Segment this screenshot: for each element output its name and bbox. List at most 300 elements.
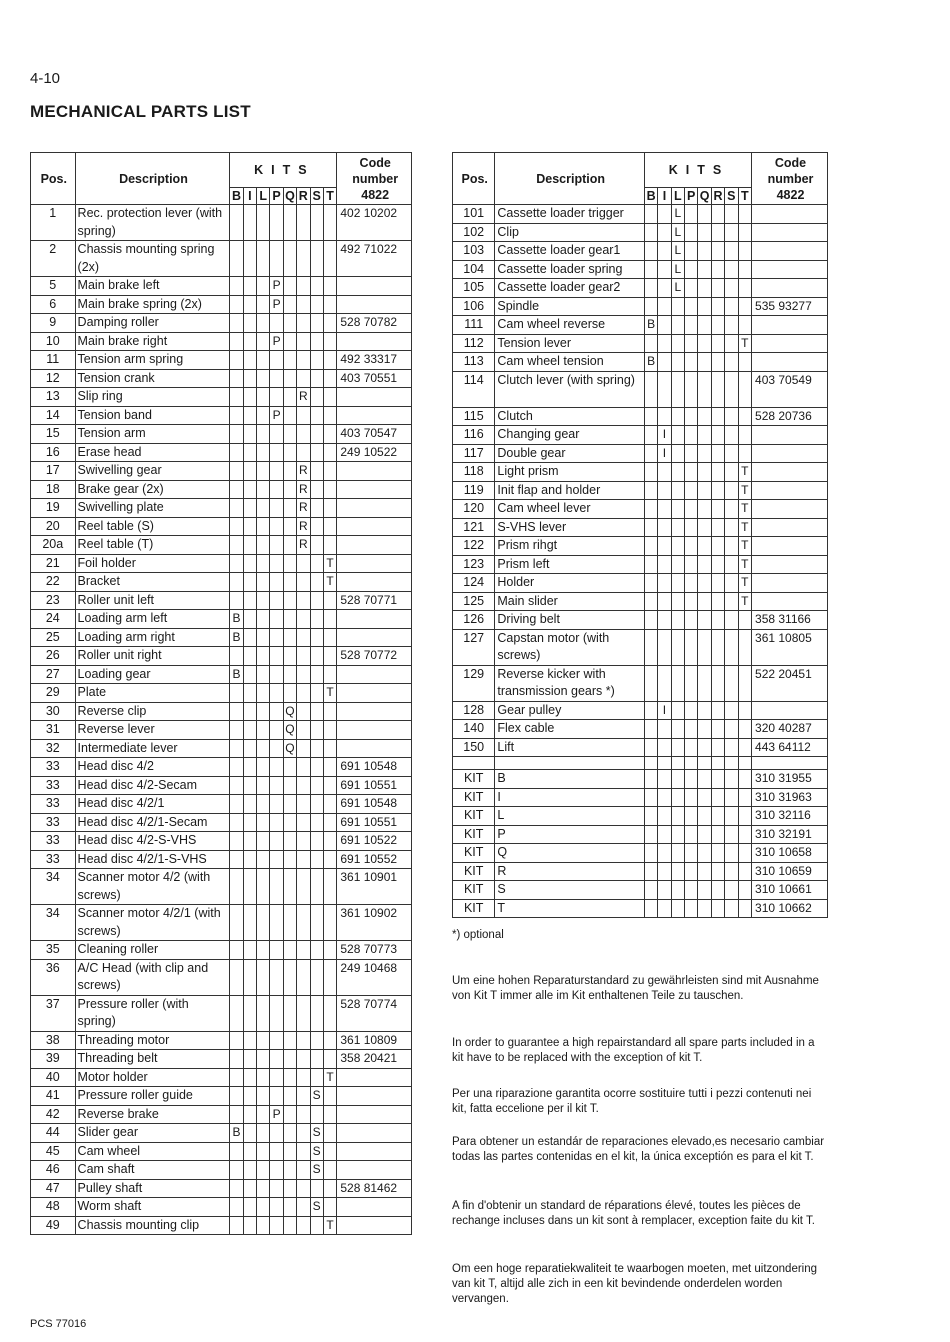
code-cell: 310 10662 bbox=[752, 899, 828, 918]
table-row bbox=[31, 1087, 412, 1106]
kit-cell-r bbox=[297, 610, 310, 629]
pos-cell: 116 bbox=[453, 426, 495, 445]
table-row bbox=[453, 223, 828, 242]
kit-cell-s bbox=[725, 334, 738, 353]
kit-cell-l bbox=[671, 899, 684, 918]
kit-cell-p bbox=[270, 351, 283, 370]
kit-cell-s bbox=[310, 628, 323, 647]
description-cell: Pressure roller (with spring) bbox=[75, 995, 230, 1031]
description-cell: Swivelling gear bbox=[75, 462, 230, 481]
kit-cell-i bbox=[243, 554, 256, 573]
kit-cell-q bbox=[283, 1068, 296, 1087]
pos-cell: KIT bbox=[453, 825, 495, 844]
kit-cell-s bbox=[310, 388, 323, 407]
code-cell bbox=[337, 1105, 412, 1124]
kit-cell-q bbox=[698, 701, 711, 720]
code-cell: 310 32116 bbox=[752, 807, 828, 826]
kit-cell-p bbox=[685, 297, 698, 316]
kit-cell-t bbox=[738, 825, 752, 844]
kit-cell-l bbox=[257, 295, 270, 314]
table-row bbox=[453, 407, 828, 426]
description-cell: Swivelling plate bbox=[75, 499, 230, 518]
kit-cell-s bbox=[310, 610, 323, 629]
kit-cell-q bbox=[698, 334, 711, 353]
kit-cell-b bbox=[230, 480, 243, 499]
kit-cell-s bbox=[725, 500, 738, 519]
pos-cell: KIT bbox=[453, 770, 495, 789]
kit-cell-b bbox=[230, 795, 243, 814]
description-cell: Prism left bbox=[495, 555, 645, 574]
description-cell: Foil holder bbox=[75, 554, 230, 573]
kit-cell-r bbox=[711, 611, 724, 630]
kit-cell-l bbox=[257, 314, 270, 333]
pos-cell: 127 bbox=[453, 629, 495, 665]
kit-cell-s bbox=[725, 260, 738, 279]
kit-cell-r bbox=[297, 241, 310, 277]
table-row bbox=[453, 353, 828, 372]
kit-cell-q bbox=[283, 959, 296, 995]
kit-cell-s bbox=[310, 1050, 323, 1069]
kit-cell-b bbox=[230, 462, 243, 481]
kit-cell-l bbox=[257, 480, 270, 499]
kit-cell-r bbox=[711, 788, 724, 807]
kit-cell-p bbox=[270, 905, 283, 941]
kit-cell-l bbox=[671, 353, 684, 372]
pos-cell: 36 bbox=[31, 959, 76, 995]
kit-cell-l bbox=[671, 629, 684, 665]
note-english: In order to guarantee a high repairstandard all spare parts included in a kit have to be replaced with the exception of kit T. bbox=[452, 1037, 815, 1064]
kit-letter-header: L bbox=[671, 188, 684, 205]
kit-cell-p bbox=[685, 881, 698, 900]
kit-cell-i bbox=[243, 241, 256, 277]
kit-cell-q bbox=[698, 444, 711, 463]
table-row bbox=[453, 629, 828, 665]
kit-cell-b bbox=[230, 941, 243, 960]
code-cell bbox=[752, 242, 828, 261]
kit-cell-b bbox=[230, 591, 243, 610]
kit-cell-p bbox=[685, 770, 698, 789]
kit-cell-q bbox=[283, 443, 296, 462]
optional-note: *) optional bbox=[452, 929, 504, 941]
description-cell: Worm shaft bbox=[75, 1198, 230, 1217]
code-cell bbox=[752, 500, 828, 519]
table-row bbox=[453, 463, 828, 482]
table-row bbox=[31, 959, 412, 995]
kit-cell-l bbox=[257, 850, 270, 869]
code-header: Code number 4822 bbox=[337, 153, 412, 205]
kit-cell-l bbox=[671, 426, 684, 445]
kit-cell-r: R bbox=[297, 499, 310, 518]
kit-cell-s bbox=[310, 647, 323, 666]
kit-cell-r bbox=[297, 647, 310, 666]
code-cell bbox=[337, 684, 412, 703]
kit-cell-l bbox=[257, 795, 270, 814]
kit-cell-s bbox=[725, 574, 738, 593]
kit-cell-r bbox=[297, 905, 310, 941]
kit-cell-t bbox=[738, 844, 752, 863]
description-cell: Head disc 4/2/1 bbox=[75, 795, 230, 814]
kit-cell-b bbox=[230, 850, 243, 869]
kit-cell-l bbox=[671, 881, 684, 900]
table-row bbox=[453, 574, 828, 593]
kit-cell-b bbox=[644, 444, 657, 463]
kit-cell-t bbox=[323, 241, 336, 277]
kit-cell-t bbox=[323, 277, 336, 296]
kit-cell-r bbox=[297, 1087, 310, 1106]
kit-cell-p bbox=[685, 444, 698, 463]
kit-cell-s bbox=[310, 684, 323, 703]
code-cell: 358 20421 bbox=[337, 1050, 412, 1069]
kit-cell-l bbox=[257, 205, 270, 241]
kit-cell-l bbox=[257, 1068, 270, 1087]
code-cell: 249 10468 bbox=[337, 959, 412, 995]
kit-cell-t: T bbox=[738, 334, 752, 353]
kit-cell-i bbox=[243, 388, 256, 407]
kit-cell-r bbox=[711, 770, 724, 789]
code-cell: 361 10901 bbox=[337, 869, 412, 905]
kit-cell-i bbox=[243, 369, 256, 388]
kit-cell-b bbox=[230, 277, 243, 296]
kit-cell-r bbox=[297, 1216, 310, 1235]
kit-cell-q bbox=[283, 647, 296, 666]
kit-cell-t bbox=[738, 242, 752, 261]
page-number: 4-10 bbox=[30, 70, 61, 87]
kit-cell-q bbox=[698, 316, 711, 335]
kit-cell-l bbox=[671, 592, 684, 611]
pos-cell: 122 bbox=[453, 537, 495, 556]
kit-cell-p bbox=[685, 555, 698, 574]
kit-cell-q bbox=[283, 995, 296, 1031]
table-row bbox=[453, 701, 828, 720]
table-row bbox=[453, 334, 828, 353]
description-header: Description bbox=[495, 153, 645, 205]
table-row bbox=[31, 1142, 412, 1161]
kit-cell-l bbox=[257, 813, 270, 832]
kit-cell-t bbox=[323, 995, 336, 1031]
kit-cell-s bbox=[310, 1216, 323, 1235]
kit-cell-s bbox=[310, 665, 323, 684]
kit-cell-i bbox=[243, 702, 256, 721]
kit-cell-t bbox=[323, 776, 336, 795]
kit-cell-l: L bbox=[671, 223, 684, 242]
pos-cell: 29 bbox=[31, 684, 76, 703]
pos-cell bbox=[453, 757, 495, 770]
kit-cell-b bbox=[644, 629, 657, 665]
code-cell bbox=[337, 610, 412, 629]
kit-cell-t: T bbox=[323, 573, 336, 592]
pos-cell: 117 bbox=[453, 444, 495, 463]
pos-cell: 34 bbox=[31, 905, 76, 941]
description-cell: Pressure roller guide bbox=[75, 1087, 230, 1106]
kit-cell-i bbox=[243, 758, 256, 777]
kit-cell-i bbox=[658, 574, 671, 593]
kit-cell-t bbox=[323, 758, 336, 777]
pos-cell: 33 bbox=[31, 776, 76, 795]
code-cell bbox=[752, 444, 828, 463]
kit-cell-i bbox=[658, 899, 671, 918]
kit-cell-i bbox=[658, 242, 671, 261]
pos-cell: 39 bbox=[31, 1050, 76, 1069]
table-row bbox=[31, 205, 412, 241]
note-german: Um eine hohen Reparaturstandard zu gewährleisten sind mit Ausnahme von Kit T immer alle im Kit enthaltenen Teile zu tauschen. bbox=[452, 975, 819, 1002]
kit-cell-q bbox=[698, 463, 711, 482]
kit-cell-r bbox=[297, 406, 310, 425]
kit-cell-t bbox=[738, 444, 752, 463]
kit-cell-b bbox=[644, 205, 657, 224]
kit-cell-s bbox=[310, 351, 323, 370]
table-row bbox=[31, 850, 412, 869]
kit-cell-i bbox=[658, 720, 671, 739]
kit-cell-b bbox=[230, 1198, 243, 1217]
kit-cell-b: B bbox=[230, 665, 243, 684]
table-row bbox=[31, 628, 412, 647]
kit-cell-t bbox=[323, 351, 336, 370]
kit-cell-b bbox=[230, 517, 243, 536]
table-row bbox=[31, 702, 412, 721]
kit-cell-t bbox=[323, 462, 336, 481]
kit-cell-t bbox=[323, 591, 336, 610]
kit-cell-b bbox=[230, 995, 243, 1031]
table-row bbox=[453, 665, 828, 701]
kit-letter-header: R bbox=[711, 188, 724, 205]
kit-cell-p bbox=[685, 899, 698, 918]
kit-cell-r bbox=[297, 1142, 310, 1161]
kit-cell-q bbox=[283, 1050, 296, 1069]
kit-cell-p bbox=[270, 388, 283, 407]
kit-cell-r bbox=[297, 443, 310, 462]
kit-cell-q bbox=[698, 807, 711, 826]
kit-cell-r bbox=[711, 862, 724, 881]
pos-cell: KIT bbox=[453, 881, 495, 900]
kit-cell-p bbox=[270, 758, 283, 777]
code-cell bbox=[337, 517, 412, 536]
pos-cell: 40 bbox=[31, 1068, 76, 1087]
kit-cell-p bbox=[270, 425, 283, 444]
kit-cell-s: S bbox=[310, 1124, 323, 1143]
kit-cell-q bbox=[698, 242, 711, 261]
kit-cell-p bbox=[270, 739, 283, 758]
kit-cell-p bbox=[685, 788, 698, 807]
kit-cell-s bbox=[310, 295, 323, 314]
description-cell: Driving belt bbox=[495, 611, 645, 630]
kit-cell-i bbox=[658, 500, 671, 519]
pos-cell: 33 bbox=[31, 795, 76, 814]
kit-cell-i bbox=[658, 481, 671, 500]
kit-cell-p bbox=[685, 316, 698, 335]
kit-cell-b bbox=[230, 425, 243, 444]
description-cell: Erase head bbox=[75, 443, 230, 462]
kit-cell-b bbox=[644, 701, 657, 720]
code-cell bbox=[337, 702, 412, 721]
kit-cell-s bbox=[310, 869, 323, 905]
kit-cell-r bbox=[297, 941, 310, 960]
kit-cell-i bbox=[658, 665, 671, 701]
kit-cell-b bbox=[644, 720, 657, 739]
kit-cell-r bbox=[711, 353, 724, 372]
kit-cell-i bbox=[658, 788, 671, 807]
pos-cell: 121 bbox=[453, 518, 495, 537]
kit-cell-p bbox=[685, 223, 698, 242]
parts-table-left bbox=[30, 152, 412, 1235]
kit-cell-p: P bbox=[270, 277, 283, 296]
kit-cell-t: T bbox=[738, 518, 752, 537]
code-cell: 528 70771 bbox=[337, 591, 412, 610]
kit-cell-l bbox=[671, 738, 684, 757]
kit-cell-s bbox=[725, 242, 738, 261]
description-cell: Main brake spring (2x) bbox=[75, 295, 230, 314]
kit-cell-p bbox=[270, 721, 283, 740]
table-row bbox=[31, 610, 412, 629]
kit-cell-l bbox=[671, 720, 684, 739]
description-cell: Reverse brake bbox=[75, 1105, 230, 1124]
kit-cell-s bbox=[310, 850, 323, 869]
code-cell: 691 10522 bbox=[337, 832, 412, 851]
description-cell: P bbox=[495, 825, 645, 844]
kit-cell-t bbox=[738, 297, 752, 316]
kit-cell-b bbox=[230, 684, 243, 703]
kit-cell-l bbox=[257, 628, 270, 647]
kit-cell-q bbox=[698, 537, 711, 556]
kit-cell-r bbox=[711, 825, 724, 844]
code-cell bbox=[337, 332, 412, 351]
code-cell bbox=[337, 1124, 412, 1143]
kit-cell-i bbox=[658, 611, 671, 630]
table-row bbox=[453, 371, 828, 407]
kit-cell-i bbox=[243, 610, 256, 629]
kit-cell-p bbox=[685, 334, 698, 353]
pos-cell: 12 bbox=[31, 369, 76, 388]
code-cell: 310 10658 bbox=[752, 844, 828, 863]
kit-cell-s bbox=[725, 518, 738, 537]
code-cell bbox=[752, 537, 828, 556]
kit-cell-i bbox=[243, 205, 256, 241]
kit-cell-s bbox=[725, 825, 738, 844]
kit-cell-i bbox=[243, 295, 256, 314]
kit-cell-b bbox=[230, 832, 243, 851]
description-cell: Threading motor bbox=[75, 1031, 230, 1050]
kit-cell-q bbox=[283, 776, 296, 795]
kit-cell-r bbox=[297, 850, 310, 869]
description-cell: Capstan motor (with screws) bbox=[495, 629, 645, 665]
table-row bbox=[453, 316, 828, 335]
kit-cell-t bbox=[738, 205, 752, 224]
kit-cell-b: B bbox=[644, 316, 657, 335]
kit-cell-l bbox=[257, 1179, 270, 1198]
code-cell bbox=[337, 388, 412, 407]
kit-letter-header: R bbox=[297, 188, 310, 205]
kit-cell-p bbox=[270, 1087, 283, 1106]
kit-cell-p bbox=[685, 353, 698, 372]
page-title: MECHANICAL PARTS LIST bbox=[30, 102, 251, 121]
kit-cell-t bbox=[323, 406, 336, 425]
kit-cell-i: I bbox=[658, 426, 671, 445]
kit-cell-t bbox=[738, 770, 752, 789]
kit-cell-t bbox=[738, 260, 752, 279]
description-cell: Loading arm right bbox=[75, 628, 230, 647]
kit-cell-p bbox=[270, 628, 283, 647]
kit-cell-p bbox=[270, 241, 283, 277]
kit-cell-i bbox=[243, 443, 256, 462]
pos-cell: 30 bbox=[31, 702, 76, 721]
code-cell bbox=[337, 1142, 412, 1161]
kit-cell-r bbox=[711, 701, 724, 720]
kit-cell-p bbox=[685, 242, 698, 261]
kit-cell-p bbox=[270, 536, 283, 555]
description-cell: Reverse clip bbox=[75, 702, 230, 721]
table-row bbox=[31, 739, 412, 758]
kit-cell-q bbox=[283, 314, 296, 333]
kit-cell-l bbox=[671, 407, 684, 426]
pos-cell: 13 bbox=[31, 388, 76, 407]
description-cell: Loading gear bbox=[75, 665, 230, 684]
kit-cell-s bbox=[310, 205, 323, 241]
kit-cell-b bbox=[230, 205, 243, 241]
code-cell: 310 10661 bbox=[752, 881, 828, 900]
description-cell: Rec. protection lever (with spring) bbox=[75, 205, 230, 241]
pos-cell: 118 bbox=[453, 463, 495, 482]
note-dutch: Om een hoge reparatiekwaliteit te waarbogen moeten, met uitzondering van kit T, altijd alle zich in een kit bevindende onderdelen worden vervangen. bbox=[452, 1263, 818, 1305]
kit-cell-r bbox=[711, 205, 724, 224]
kit-cell-p bbox=[270, 205, 283, 241]
kit-cell-l bbox=[257, 1105, 270, 1124]
kit-cell-p bbox=[685, 463, 698, 482]
kit-cell-l bbox=[257, 995, 270, 1031]
kit-cell-q bbox=[283, 462, 296, 481]
kit-cell-l: L bbox=[671, 260, 684, 279]
code-cell: 522 20451 bbox=[752, 665, 828, 701]
kit-cell-p bbox=[685, 738, 698, 757]
kit-cell-i bbox=[243, 665, 256, 684]
kit-cell-r bbox=[297, 554, 310, 573]
pos-cell: 125 bbox=[453, 592, 495, 611]
kit-cell-i bbox=[243, 1161, 256, 1180]
description-cell: Q bbox=[495, 844, 645, 863]
kit-cell-t bbox=[738, 316, 752, 335]
pos-cell: 14 bbox=[31, 406, 76, 425]
kit-cell-p bbox=[270, 850, 283, 869]
kit-cell-b bbox=[644, 407, 657, 426]
kit-cell-s bbox=[725, 407, 738, 426]
description-cell: Prism rihgt bbox=[495, 537, 645, 556]
table-row bbox=[31, 941, 412, 960]
kit-cell-t bbox=[738, 807, 752, 826]
pos-cell: 140 bbox=[453, 720, 495, 739]
description-cell: Pulley shaft bbox=[75, 1179, 230, 1198]
kit-cell-r bbox=[297, 1068, 310, 1087]
kit-cell-s bbox=[725, 757, 738, 770]
description-cell: Head disc 4/2-S-VHS bbox=[75, 832, 230, 851]
pos-cell: 120 bbox=[453, 500, 495, 519]
kit-cell-q bbox=[283, 241, 296, 277]
table-row bbox=[31, 480, 412, 499]
kit-cell-b bbox=[644, 260, 657, 279]
kit-cell-i bbox=[658, 770, 671, 789]
kit-cell-r bbox=[711, 757, 724, 770]
kit-cell-p bbox=[270, 369, 283, 388]
pos-cell: 114 bbox=[453, 371, 495, 407]
code-cell bbox=[337, 1161, 412, 1180]
kit-cell-i bbox=[658, 518, 671, 537]
kit-cell-r bbox=[711, 279, 724, 298]
kit-cell-s bbox=[310, 462, 323, 481]
table-row bbox=[31, 462, 412, 481]
kit-cell-q: Q bbox=[283, 702, 296, 721]
kit-cell-l bbox=[257, 959, 270, 995]
kit-cell-r bbox=[711, 629, 724, 665]
description-cell: Cam wheel tension bbox=[495, 353, 645, 372]
note-italian: Per una riparazione garantita ocorre sostituire tutti i pezzi contenuti nei kit, fatta eccelione per il kit T. bbox=[452, 1088, 812, 1115]
kit-cell-b: B bbox=[230, 628, 243, 647]
